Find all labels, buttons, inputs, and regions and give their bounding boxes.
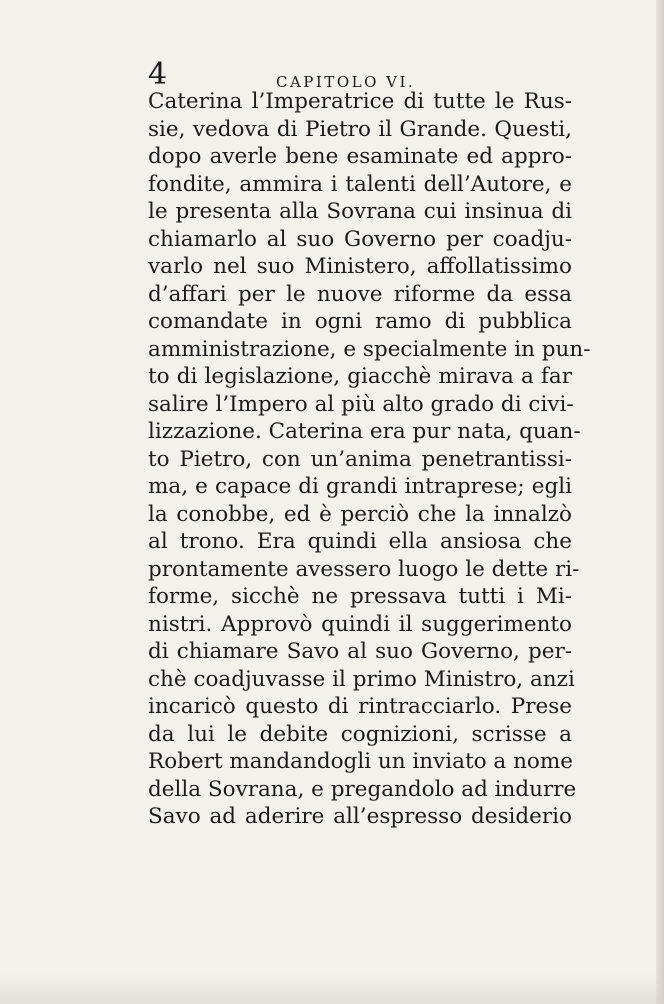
text-line: to di legislazione, giacchè mirava a far — [148, 364, 572, 389]
text-line: chè coadjuvasse il primo Ministro, anzi — [148, 666, 575, 692]
text-line: al trono. Era quindi ella ansiosa che — [148, 529, 572, 554]
text-line: to Pietro, con un’anima penetrantissi- — [148, 446, 572, 472]
page-shadow — [0, 974, 664, 1004]
text-line: Savo ad aderire all’espresso desiderio — [148, 804, 572, 829]
text-line: sie, vedova di Pietro il Grande. Questi, — [148, 116, 572, 142]
text-line: le presenta alla Sovrana cui insinua di — [148, 199, 572, 224]
page-number: 4 — [148, 57, 168, 92]
text-line: di chiamare Savo al suo Governo, per- — [148, 639, 572, 664]
text-line: fondite, ammira i talenti dell’Autore, e — [148, 171, 572, 197]
chapter-title: CAPITOLO VI. — [276, 73, 416, 91]
text-line: amministrazione, e specialmente in pun- — [148, 336, 591, 362]
text-line: varlo nel suo Ministero, affollatissimo — [148, 254, 572, 279]
text-line: lizzazione. Caterina era pur nata, quan- — [148, 419, 581, 444]
text-line: salire l’Impero al più alto grado di civi- — [148, 391, 574, 417]
text-line: incaricò questo di rintracciarlo. Prese — [148, 694, 572, 719]
text-line: ma, e capace di grandi intraprese; egli — [148, 474, 572, 499]
text-line: la conobbe, ed è perciò che la innalzò — [148, 501, 572, 527]
text-line: Caterina l’Imperatrice di tutte le Rus- — [148, 89, 572, 114]
page-edge — [656, 0, 664, 1004]
text-line: dopo averle bene esaminate ed appro- — [148, 144, 572, 169]
text-line: da lui le debite cognizioni, scrisse a — [148, 721, 572, 747]
text-line: d’affari per le nuove riforme da essa — [148, 281, 572, 307]
text-line: forme, sicchè ne pressava tutti i Mi- — [148, 584, 572, 609]
text-line: della Sovrana, e pregandolo ad indurre — [148, 776, 577, 802]
text-line: Robert mandandogli un inviato a nome — [148, 749, 573, 774]
text-line: prontamente avessero luogo le dette ri- — [148, 556, 580, 582]
text-line: nistri. Approvò quindi il suggerimento — [148, 611, 572, 637]
body-text — [148, 88, 591, 831]
text-line: chiamarlo al suo Governo per coadju- — [148, 226, 572, 252]
text-line: comandate in ogni ramo di pubblica — [148, 309, 572, 334]
